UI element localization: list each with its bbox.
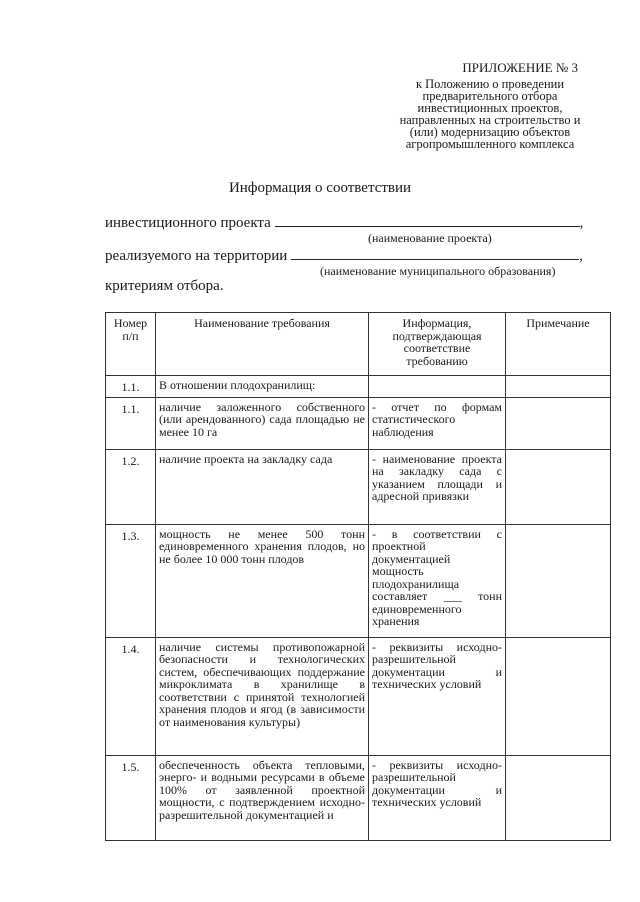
row-number: 1.1. xyxy=(106,376,156,398)
territory-field xyxy=(105,245,583,265)
appendix-header xyxy=(380,62,600,150)
table-row xyxy=(106,637,611,755)
project-name-field xyxy=(105,212,583,232)
table-row xyxy=(106,376,611,398)
appendix-line: (или) модернизацию объектов xyxy=(409,125,571,139)
row-number: 1.1. xyxy=(106,397,156,449)
table-row xyxy=(106,397,611,449)
criteria-line: критериям отбора. xyxy=(105,278,224,294)
row-note xyxy=(506,449,611,524)
row-number: 1.2. xyxy=(106,449,156,524)
row-note xyxy=(506,755,611,840)
table-row xyxy=(106,755,611,840)
row-note xyxy=(506,637,611,755)
row-info xyxy=(369,376,506,398)
row-number: 1.4. xyxy=(106,637,156,755)
row-number: 1.3. xyxy=(106,524,156,637)
header-note: Примечание xyxy=(506,313,611,376)
table-row xyxy=(106,449,611,524)
row-note xyxy=(506,397,611,449)
territory-hint: (наименование муниципального образования) xyxy=(320,264,556,278)
row-note xyxy=(506,524,611,637)
header-info: Информация, подтверждающая соответствие требованию xyxy=(369,313,506,376)
document-title: Информация о соответствии xyxy=(228,180,412,196)
row-info: - наименование проекта на закладку сада с указанием площади и адресной привязки xyxy=(369,449,506,524)
territory-label: реализуемого на территории xyxy=(105,248,288,264)
row-requirement: мощность не менее 500 тонн единовременного хранения плодов, но не более 10 000 тонн плодов xyxy=(156,524,369,637)
row-number: 1.5. xyxy=(106,755,156,840)
row-info: - реквизиты исходно-разрешительной документации и технических условий xyxy=(369,755,506,840)
appendix-number: ПРИЛОЖЕНИЕ № 3 xyxy=(462,60,578,75)
row-info: - реквизиты исходно-разрешительной документации и технических условий xyxy=(369,637,506,755)
appendix-line: направленных на строительство и xyxy=(399,113,581,127)
table-row xyxy=(106,524,611,637)
project-name-blank xyxy=(275,212,580,227)
appendix-line: агропромышленного комплекса xyxy=(405,137,575,151)
appendix-line: инвестиционных проектов, xyxy=(417,101,563,115)
territory-blank xyxy=(291,245,579,260)
row-note xyxy=(506,376,611,398)
table-header-row xyxy=(106,313,611,376)
header-requirement: Наименование требования xyxy=(156,313,369,376)
row-requirement: наличие системы противопожарной безопасности и технологических систем, обеспечивающих поддержание микроклимата в хранилище в соответствии с принятой технологией хранения плодов и ягод (в зависимости от наименования культуры) xyxy=(156,637,369,755)
row-info: - отчет по формам статистического наблюдения xyxy=(369,397,506,449)
requirements-table xyxy=(105,312,611,841)
comma: , xyxy=(579,248,583,264)
project-name-label: инвестиционного проекта xyxy=(105,215,271,231)
row-info: - в соответствии с проектной документацией мощность плодохранилища составляет ___ тонн единовременного хранения xyxy=(369,524,506,637)
row-requirement: В отношении плодохранилищ: xyxy=(156,376,369,398)
row-requirement: наличие заложенного собственного (или арендованного) сада площадью не менее 10 га xyxy=(156,397,369,449)
row-requirement: наличие проекта на закладку сада xyxy=(156,449,369,524)
comma: , xyxy=(579,215,584,231)
header-number: Номер п/п xyxy=(106,313,156,376)
appendix-line: предварительного отбора xyxy=(422,89,558,103)
project-name-hint: (наименование проекта) xyxy=(368,231,492,245)
appendix-line: к Положению о проведении xyxy=(415,77,565,91)
row-requirement: обеспеченность объекта тепловыми, энерго- и водными ресурсами в объеме 100% от заявленной проектной мощности, с подтверждением исходно-разрешительной документацией и xyxy=(156,755,369,840)
